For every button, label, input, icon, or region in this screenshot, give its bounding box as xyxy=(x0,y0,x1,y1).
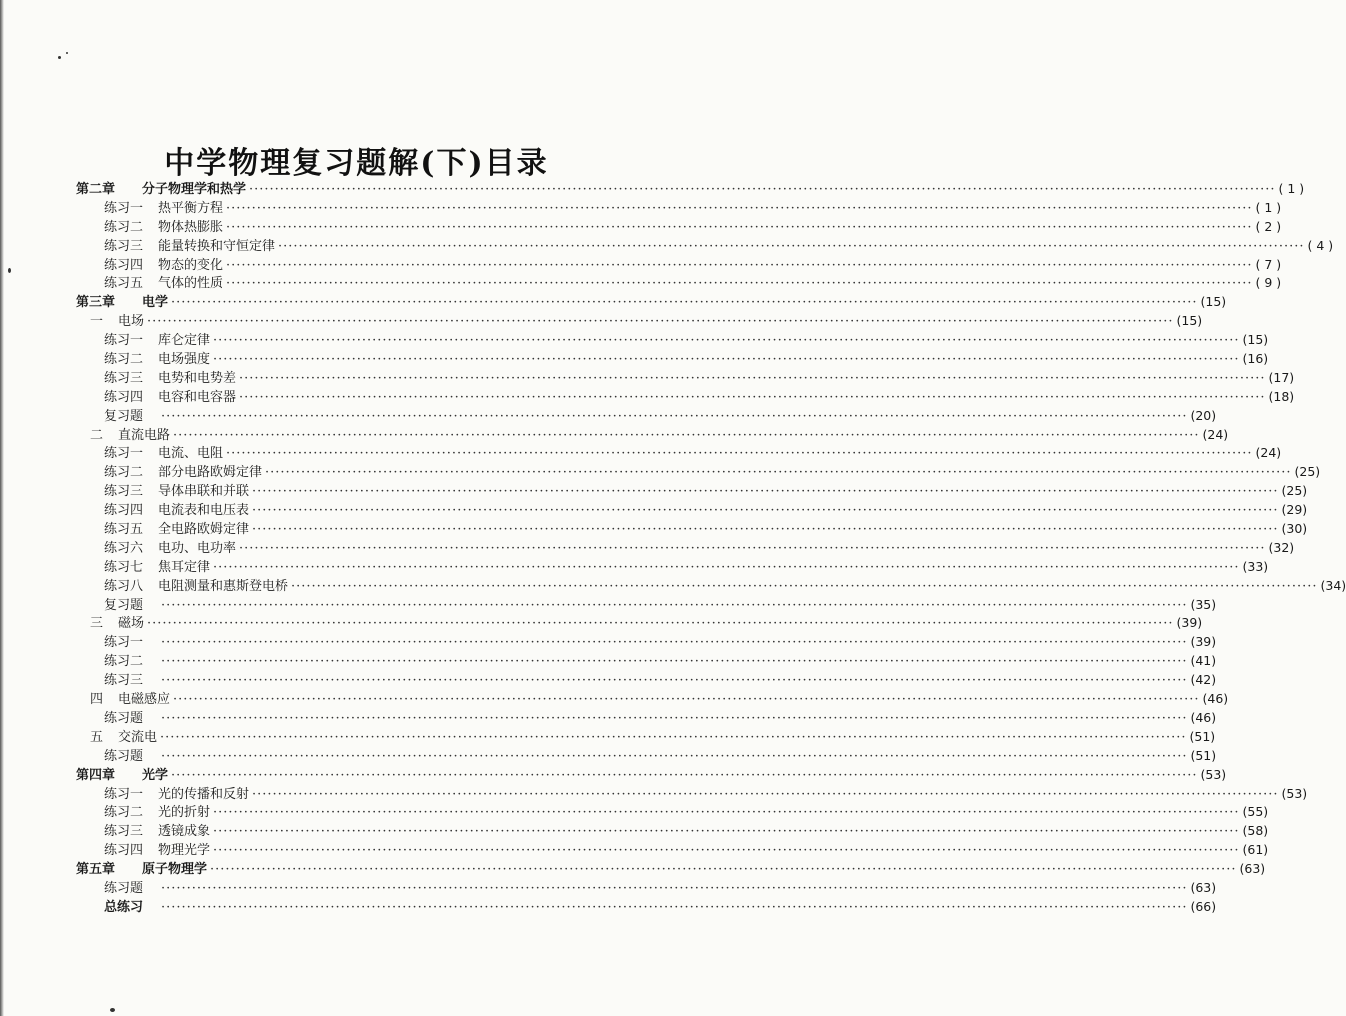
dot-leader: ········································································································································································································ xyxy=(291,578,1318,594)
dot-leader: ········································································································································································································ xyxy=(171,767,1198,783)
toc-entry xyxy=(76,350,1269,369)
toc-entry-number: 练习三 xyxy=(104,673,144,689)
dot-leader: ········································································································································································································ xyxy=(226,200,1253,216)
page-title: 中学物理复习题解(下)目录 xyxy=(164,146,549,182)
toc-entry-number: 练习二 xyxy=(104,465,144,481)
dot-leader: ········································································································································································································ xyxy=(161,748,1188,764)
dot-leader: ········································································································································································································ xyxy=(161,654,1188,670)
toc-entry-label xyxy=(76,351,210,370)
toc-entry-label xyxy=(76,483,249,502)
toc-entry xyxy=(76,879,1217,898)
toc-entry-label xyxy=(76,219,223,238)
toc-page-number: (15) xyxy=(1200,294,1227,310)
toc-entry xyxy=(76,482,1308,501)
toc-entry-label xyxy=(76,615,144,634)
toc-page-number: (46) xyxy=(1202,691,1229,707)
dot-leader: ········································································································································································································ xyxy=(213,559,1240,575)
toc-page-number: ( 9 ) xyxy=(1255,275,1282,291)
dot-leader: ········································································································································································································ xyxy=(161,899,1188,915)
toc-entry xyxy=(76,803,1269,822)
toc-entry-label xyxy=(76,408,158,427)
toc-entry-label xyxy=(76,257,223,276)
toc-entry-title: 电场强度 xyxy=(158,352,211,368)
toc-entry xyxy=(76,256,1282,275)
toc-entry-number: 四 xyxy=(90,692,104,708)
toc-entry-title: 交流电 xyxy=(118,729,158,745)
toc-entry xyxy=(76,369,1295,388)
dot-leader: ········································································································································································································ xyxy=(252,522,1279,538)
toc-entry-title: 电势和电势差 xyxy=(158,370,237,386)
toc-page-number: ( 2 ) xyxy=(1255,218,1282,234)
toc-entry-title: 电阻测量和惠斯登电桥 xyxy=(158,578,289,594)
toc-entry-number: 练习四 xyxy=(104,257,144,273)
dot-leader: ········································································································································································································ xyxy=(160,729,1187,745)
toc-entry xyxy=(76,274,1282,293)
toc-entry-label xyxy=(76,464,262,483)
toc-entry xyxy=(76,898,1217,917)
toc-entry-number: 练习四 xyxy=(104,503,144,519)
toc-entry xyxy=(76,180,1305,199)
toc-entry-number: 第二章 xyxy=(76,182,116,197)
dot-leader: ········································································································································································································ xyxy=(161,597,1188,613)
dot-leader: ········································································································································································································ xyxy=(173,692,1200,708)
toc-entry-number: 练习三 xyxy=(104,824,144,840)
toc-entry-label xyxy=(76,710,158,729)
toc-entry-title: 焦耳定律 xyxy=(158,559,211,575)
toc-entry xyxy=(76,426,1229,445)
toc-entry xyxy=(76,614,1203,633)
toc-entry-number: 第三章 xyxy=(76,295,116,311)
toc-page-number: (55) xyxy=(1242,804,1269,820)
toc-page-number: ( 1 ) xyxy=(1278,181,1305,196)
toc-entry xyxy=(76,671,1217,690)
dot-leader: ········································································································································································································ xyxy=(226,446,1253,462)
toc-entry-title: 电流表和电压表 xyxy=(158,503,250,519)
toc-page-number: (39) xyxy=(1176,615,1203,631)
toc-entry-number: 练习二 xyxy=(104,654,144,670)
toc-entry-label xyxy=(76,238,275,257)
toc-entry-number: 练习题 xyxy=(104,710,144,726)
toc-entry-label xyxy=(76,540,236,559)
toc-entry-title: 热平衡方程 xyxy=(158,200,224,216)
toc-entry-title: 导体串联和并联 xyxy=(158,484,250,500)
toc-entry-label xyxy=(76,729,157,748)
toc-entry-number: 练习一 xyxy=(104,786,144,802)
toc-entry-title: 直流电路 xyxy=(118,427,171,443)
toc-page-number: (20) xyxy=(1190,407,1217,423)
toc-entry xyxy=(76,785,1308,804)
toc-entry xyxy=(76,652,1217,671)
scan-speck xyxy=(66,52,68,54)
toc-page-number: (17) xyxy=(1268,369,1295,385)
toc-entry xyxy=(76,501,1308,520)
toc-entry-title: 电学 xyxy=(142,295,169,311)
dot-leader: ········································································································································································································ xyxy=(213,805,1240,821)
toc-page-number: (24) xyxy=(1255,445,1282,461)
toc-entry-label xyxy=(76,691,170,710)
toc-entry-number: 第五章 xyxy=(76,862,116,878)
toc-page-number: ( 1 ) xyxy=(1255,199,1282,215)
toc-entry-number: 三 xyxy=(90,616,104,632)
toc-entry-title: 部分电路欧姆定律 xyxy=(158,465,263,481)
toc-entry-number: 练习二 xyxy=(104,352,144,368)
toc-entry-title: 物态的变化 xyxy=(158,257,224,273)
toc-entry xyxy=(76,747,1217,766)
toc-entry xyxy=(76,218,1282,237)
toc-entry xyxy=(76,463,1321,482)
toc-page-number: ( 7 ) xyxy=(1255,256,1282,272)
toc-entry-number: 总练习 xyxy=(104,899,144,915)
toc-entry-label xyxy=(76,521,249,540)
toc-entry-title: 光的折射 xyxy=(158,805,211,821)
toc-entry-label xyxy=(76,842,210,861)
toc-page-number: (66) xyxy=(1190,898,1217,914)
dot-leader: ········································································································································································································ xyxy=(147,314,1174,330)
dot-leader: ········································································································································································································ xyxy=(210,862,1237,878)
toc-entry-title: 磁场 xyxy=(118,616,145,632)
toc-page-number: (33) xyxy=(1242,558,1269,574)
toc-entry-label xyxy=(76,880,158,899)
toc-entry xyxy=(76,577,1346,596)
toc-page-number: (15) xyxy=(1242,332,1269,348)
dot-leader: ········································································································································································································ xyxy=(161,673,1188,689)
dot-leader: ········································································································································································································ xyxy=(239,370,1266,386)
toc-entry xyxy=(76,199,1282,218)
toc-entry xyxy=(76,633,1217,652)
toc-entry-number: 练习四 xyxy=(104,389,144,405)
toc-entry xyxy=(76,444,1282,463)
toc-entry-title: 分子物理学和热学 xyxy=(142,182,247,197)
toc-entry-number: 练习三 xyxy=(104,370,144,386)
toc-entry-number: 练习题 xyxy=(104,748,144,764)
table-of-contents xyxy=(76,180,1346,917)
toc-entry-title: 全电路欧姆定律 xyxy=(158,522,250,538)
toc-entry-title: 原子物理学 xyxy=(142,862,208,878)
toc-page-number: (35) xyxy=(1190,596,1217,612)
toc-entry-label xyxy=(76,861,207,880)
toc-entry-label xyxy=(76,748,158,767)
toc-entry-title: 物理光学 xyxy=(158,843,211,859)
dot-leader: ········································································································································································································ xyxy=(252,786,1279,802)
toc-entry-number: 五 xyxy=(90,729,104,745)
dot-leader: ········································································································································································································ xyxy=(161,635,1188,651)
toc-entry xyxy=(76,407,1217,426)
toc-entry-number: 练习二 xyxy=(104,805,144,821)
dot-leader: ········································································································································································································ xyxy=(252,484,1279,500)
dot-leader: ········································································································································································································ xyxy=(226,276,1253,292)
toc-entry xyxy=(76,822,1269,841)
toc-entry-label xyxy=(76,899,158,918)
toc-entry-number: 练习三 xyxy=(104,238,144,254)
toc-entry-title: 电功、电功率 xyxy=(158,540,237,556)
toc-entry-number: 练习三 xyxy=(104,484,144,500)
toc-entry xyxy=(76,312,1203,331)
toc-entry xyxy=(76,558,1269,577)
toc-entry-number: 练习一 xyxy=(104,446,144,462)
toc-entry-number: 练习五 xyxy=(104,276,144,292)
toc-entry xyxy=(76,520,1308,539)
toc-entry-label xyxy=(76,332,210,351)
dot-leader: ········································································································································································································ xyxy=(161,408,1188,424)
toc-entry xyxy=(76,690,1229,709)
toc-entry-label xyxy=(76,427,170,446)
toc-entry-label xyxy=(76,502,249,521)
toc-entry-label xyxy=(76,389,236,408)
toc-entry-title: 电容和电容器 xyxy=(158,389,237,405)
toc-entry xyxy=(76,860,1266,879)
toc-page-number: (24) xyxy=(1202,426,1229,442)
toc-entry-label xyxy=(76,804,210,823)
toc-entry-title: 透镜成象 xyxy=(158,824,211,840)
toc-entry-title: 电场 xyxy=(118,314,145,330)
toc-page-number: (53) xyxy=(1200,766,1227,782)
toc-page-number: (41) xyxy=(1190,653,1217,669)
toc-entry-number: 练习五 xyxy=(104,522,144,538)
toc-entry-label xyxy=(76,767,168,786)
scan-speck xyxy=(110,1008,115,1012)
toc-entry-number: 练习六 xyxy=(104,540,144,556)
toc-entry xyxy=(76,388,1295,407)
toc-page-number: (51) xyxy=(1190,747,1217,763)
toc-entry-number: 练习题 xyxy=(104,880,144,896)
toc-entry-label xyxy=(76,597,158,616)
toc-page-number: (58) xyxy=(1242,823,1269,839)
toc-entry-number: 二 xyxy=(90,427,104,443)
toc-entry xyxy=(76,841,1269,860)
toc-page-number: (63) xyxy=(1190,879,1217,895)
toc-entry-title: 物体热膨胀 xyxy=(158,219,224,235)
dot-leader: ········································································································································································································ xyxy=(239,540,1266,556)
dot-leader: ········································································································································································································ xyxy=(213,824,1240,840)
dot-leader: ········································································································································································································ xyxy=(278,238,1305,254)
dot-leader: ········································································································································································································ xyxy=(173,427,1200,443)
toc-entry-label xyxy=(76,634,158,653)
toc-entry-label xyxy=(76,445,223,464)
toc-page-number: (16) xyxy=(1242,351,1269,367)
toc-entry-number: 复习题 xyxy=(104,597,144,613)
toc-entry xyxy=(76,766,1227,785)
toc-entry-label xyxy=(76,786,249,805)
dot-leader: ········································································································································································································ xyxy=(171,295,1198,311)
toc-page-number: (46) xyxy=(1190,709,1217,725)
toc-entry-title: 光学 xyxy=(142,767,169,783)
dot-leader: ········································································································································································································ xyxy=(226,219,1253,235)
toc-entry-title: 库仑定律 xyxy=(158,333,211,349)
toc-entry-number: 练习一 xyxy=(104,200,144,216)
toc-entry-label xyxy=(76,559,210,578)
toc-entry-number: 练习二 xyxy=(104,219,144,235)
toc-entry-title: 电流、电阻 xyxy=(158,446,224,462)
toc-entry xyxy=(76,331,1269,350)
toc-entry-number: 复习题 xyxy=(104,408,144,424)
toc-entry-number: 一 xyxy=(90,314,104,330)
toc-entry-label xyxy=(76,672,158,691)
toc-entry xyxy=(76,293,1227,312)
toc-page-number: (29) xyxy=(1281,502,1308,518)
toc-entry-number: 练习一 xyxy=(104,635,144,651)
toc-entry-label xyxy=(76,294,168,313)
toc-page-number: (25) xyxy=(1281,483,1308,499)
toc-entry xyxy=(76,596,1217,615)
toc-entry-label xyxy=(76,275,223,294)
toc-entry xyxy=(76,539,1295,558)
toc-entry-number: 练习八 xyxy=(104,578,144,594)
toc-entry-label xyxy=(76,578,288,597)
dot-leader: ········································································································································································································ xyxy=(213,843,1240,859)
toc-entry-number: 练习一 xyxy=(104,333,144,349)
toc-entry-number: 第四章 xyxy=(76,767,116,783)
toc-entry xyxy=(76,237,1334,256)
toc-entry-title: 气体的性质 xyxy=(158,276,224,292)
dot-leader: ········································································································································································································ xyxy=(249,182,1276,197)
toc-entry-label xyxy=(76,313,144,332)
toc-entry-title: 能量转换和守恒定律 xyxy=(158,238,276,254)
dot-leader: ········································································································································································································ xyxy=(213,352,1240,368)
scan-speck xyxy=(8,268,11,273)
toc-page-number: ( 4 ) xyxy=(1307,237,1334,253)
toc-entry xyxy=(76,728,1216,747)
toc-entry-label xyxy=(76,181,246,200)
dot-leader: ········································································································································································································ xyxy=(252,503,1279,519)
toc-page-number: (53) xyxy=(1281,785,1308,801)
toc-entry-label xyxy=(76,653,158,672)
toc-entry-label xyxy=(76,200,223,219)
toc-page-number: (32) xyxy=(1268,539,1295,555)
toc-page-number: (63) xyxy=(1239,861,1266,877)
dot-leader: ········································································································································································································ xyxy=(147,616,1174,632)
dot-leader: ········································································································································································································ xyxy=(226,257,1253,273)
toc-page-number: (51) xyxy=(1189,728,1216,744)
toc-entry-title: 光的传播和反射 xyxy=(158,786,250,802)
toc-page-number: (18) xyxy=(1268,388,1295,404)
toc-entry-label xyxy=(76,823,210,842)
dot-leader: ········································································································································································································ xyxy=(213,333,1240,349)
dot-leader: ········································································································································································································ xyxy=(161,710,1188,726)
toc-page-number: (25) xyxy=(1294,464,1321,480)
toc-entry-number: 练习四 xyxy=(104,843,144,859)
toc-entry-label xyxy=(76,370,236,389)
toc-page-number: (39) xyxy=(1190,634,1217,650)
scan-speck xyxy=(58,56,61,59)
dot-leader: ········································································································································································································ xyxy=(239,389,1266,405)
toc-page-number: (15) xyxy=(1176,313,1203,329)
toc-page-number: (34) xyxy=(1320,577,1346,593)
toc-entry xyxy=(76,709,1217,728)
toc-entry-number: 练习七 xyxy=(104,559,144,575)
toc-page-number: (61) xyxy=(1242,842,1269,858)
toc-entry-title: 电磁感应 xyxy=(118,692,171,708)
toc-page-number: (42) xyxy=(1190,672,1217,688)
dot-leader: ········································································································································································································ xyxy=(161,880,1188,896)
toc-page-number: (30) xyxy=(1281,521,1308,537)
dot-leader: ········································································································································································································ xyxy=(265,465,1292,481)
